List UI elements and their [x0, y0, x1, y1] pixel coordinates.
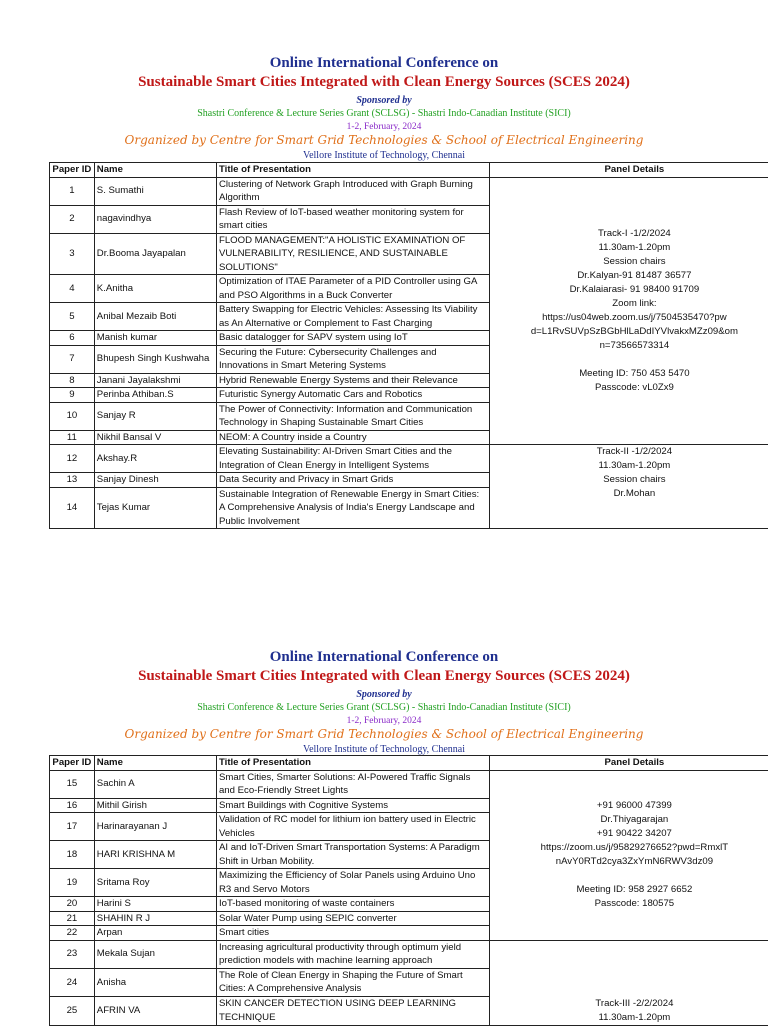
presentation-title-cell: The Role of Clean Energy in Shaping the Future of Smart Cities: A Comprehensive Analysis	[216, 968, 489, 996]
sponsored-label: Sponsored by	[0, 689, 768, 701]
author-name-cell: Anisha	[94, 968, 216, 996]
author-name-cell: Dr.Booma Jayapalan	[94, 233, 216, 275]
table-row	[50, 445, 768, 473]
paper-id-cell: 1	[50, 177, 95, 205]
author-name-cell: HARI KRISHNA M	[94, 841, 216, 869]
organizers-text: Organized by Centre for Smart Grid Technologies & School of Electrical Engineering	[0, 728, 768, 742]
paper-id-cell: 21	[50, 911, 95, 926]
presentation-title-cell: Increasing agricultural productivity through optimum yield prediction models with machine learning approach	[216, 940, 489, 968]
conference-subtitle: Sustainable Smart Cities Integrated with Clean Energy Sources (SCES 2024)	[0, 668, 768, 685]
presentation-title-cell: Securing the Future: Cybersecurity Challenges and Innovations in Smart Metering Systems	[216, 345, 489, 373]
venue-text: Vellore Institute of Technology, Chennai	[0, 150, 768, 162]
col-header-title: Title of Presentation	[216, 756, 489, 771]
venue-text: Vellore Institute of Technology, Chennai	[0, 744, 768, 756]
presentation-title-cell: Sustainable Integration of Renewable Energy in Smart Cities: A Comprehensive Analysis of India's Energy Landscape and Public Involvement	[216, 487, 489, 529]
presentation-title-cell: AI and IoT-Driven Smart Transportation Systems: A Paradigm Shift in Urban Mobility.	[216, 841, 489, 869]
presentation-title-cell: SKIN CANCER DETECTION USING DEEP LEARNING TECHNIQUE	[216, 997, 489, 1025]
presentation-title-cell: Smart cities	[216, 926, 489, 941]
panel-details-cell: Track-II -1/2/2024 11.30am-1.20pm Session chairs Dr.Mohan	[489, 445, 768, 529]
col-header-paper-id: Paper ID	[50, 163, 95, 178]
presentation-title-cell: Optimization of ITAE Parameter of a PID Controller using GA and PSO Algorithms in a Buck Converter	[216, 275, 489, 303]
col-header-name: Name	[94, 756, 216, 771]
presentation-title-cell: Solar Water Pump using SEPIC converter	[216, 911, 489, 926]
presentation-title-cell: Elevating Sustainability: AI-Driven Smart Cities and the Integration of Clean Energy in Intelligent Systems	[216, 445, 489, 473]
author-name-cell: Nikhil Bansal V	[94, 430, 216, 445]
presentation-title-cell: Basic datalogger for SAPV system using IoT	[216, 331, 489, 346]
author-name-cell: Perinba Athiban.S	[94, 388, 216, 403]
paper-id-cell: 5	[50, 303, 95, 331]
author-name-cell: Bhupesh Singh Kushwaha	[94, 345, 216, 373]
col-header-panel: Panel Details	[489, 163, 768, 178]
table-row	[50, 177, 768, 205]
page-1	[0, 55, 768, 162]
conference-header	[0, 55, 768, 162]
presentation-title-cell: Futuristic Synergy Automatic Cars and Robotics	[216, 388, 489, 403]
paper-id-cell: 24	[50, 968, 95, 996]
presentation-title-cell: Maximizing the Efficiency of Solar Panels using Arduino Uno R3 and Servo Motors	[216, 869, 489, 897]
presentation-title-cell: Validation of RC model for lithium ion battery used in Electric Vehicles	[216, 813, 489, 841]
author-name-cell: Sanjay R	[94, 402, 216, 430]
author-name-cell: Harini S	[94, 897, 216, 912]
author-name-cell: Sritama Roy	[94, 869, 216, 897]
author-name-cell: Manish kumar	[94, 331, 216, 346]
paper-id-cell: 20	[50, 897, 95, 912]
paper-id-cell: 19	[50, 869, 95, 897]
sponsors-text: Shastri Conference & Lecture Series Grant (SCLSG) - Shastri Indo-Canadian Institute (SICI)	[0, 108, 768, 120]
paper-id-cell: 13	[50, 473, 95, 488]
presentation-title-cell: Hybrid Renewable Energy Systems and their Relevance	[216, 373, 489, 388]
author-name-cell: Anibal Mezaib Boti	[94, 303, 216, 331]
panel-details-cell: Track-I -1/2/2024 11.30am-1.20pm Session chairs Dr.Kalyan-91 81487 36577 Dr.Kalaiarasi- 91 98400 91709 Zoom link: https://us04web.zoom.us/j/7504535470?pw d=L1RvSUVpSzBGbHlLaDdIYVlvakxMZz09&om n=73566573314 Meeting ID: 750 453 5470 Passcode: vL0Zx9	[489, 177, 768, 445]
presentation-title-cell: IoT-based monitoring of waste containers	[216, 897, 489, 912]
author-name-cell: Akshay.R	[94, 445, 216, 473]
author-name-cell: SHAHIN R J	[94, 911, 216, 926]
conference-subtitle: Sustainable Smart Cities Integrated with Clean Energy Sources (SCES 2024)	[0, 74, 768, 91]
col-header-name: Name	[94, 163, 216, 178]
conference-title: Online International Conference on	[0, 649, 768, 666]
panel-details-cell: +91 96000 47399 Dr.Thiyagarajan +91 90422 34207 https://zoom.us/j/95829276652?pwd=RmxlT nAvY0RTd2cya3ZxYmN6RWV3dz09 Meeting ID: 958 2927 6652 Passcode: 180575	[489, 770, 768, 940]
page-2	[0, 649, 768, 756]
author-name-cell: nagavindhya	[94, 205, 216, 233]
presentation-title-cell: Data Security and Privacy in Smart Grids	[216, 473, 489, 488]
col-header-paper-id: Paper ID	[50, 756, 95, 771]
schedule-table-2	[49, 755, 768, 1026]
conference-dates: 1-2, February, 2024	[0, 122, 768, 133]
author-name-cell: Sachin A	[94, 770, 216, 798]
author-name-cell: AFRIN VA	[94, 997, 216, 1025]
author-name-cell: Sanjay Dinesh	[94, 473, 216, 488]
author-name-cell: Tejas Kumar	[94, 487, 216, 529]
presentation-title-cell: FLOOD MANAGEMENT:"A HOLISTIC EXAMINATION OF VULNERABILITY, RESILIENCE, AND SUSTAINABLE SOLUTIONS"	[216, 233, 489, 275]
author-name-cell: K.Anitha	[94, 275, 216, 303]
paper-id-cell: 14	[50, 487, 95, 529]
table-header-row	[50, 756, 768, 771]
paper-id-cell: 22	[50, 926, 95, 941]
paper-id-cell: 17	[50, 813, 95, 841]
author-name-cell: S. Sumathi	[94, 177, 216, 205]
paper-id-cell: 12	[50, 445, 95, 473]
paper-id-cell: 3	[50, 233, 95, 275]
paper-id-cell: 23	[50, 940, 95, 968]
table-row	[50, 940, 768, 968]
paper-id-cell: 7	[50, 345, 95, 373]
sponsored-label: Sponsored by	[0, 95, 768, 107]
author-name-cell: Mekala Sujan	[94, 940, 216, 968]
table-header-row	[50, 163, 768, 178]
conference-title: Online International Conference on	[0, 55, 768, 72]
table-row	[50, 770, 768, 798]
paper-id-cell: 2	[50, 205, 95, 233]
author-name-cell: Janani Jayalakshmi	[94, 373, 216, 388]
paper-id-cell: 11	[50, 430, 95, 445]
paper-id-cell: 4	[50, 275, 95, 303]
paper-id-cell: 6	[50, 331, 95, 346]
paper-id-cell: 25	[50, 997, 95, 1025]
paper-id-cell: 8	[50, 373, 95, 388]
presentation-title-cell: Battery Swapping for Electric Vehicles: Assessing Its Viability as An Alternative or Complement to Fast Charging	[216, 303, 489, 331]
conference-header	[0, 649, 768, 756]
panel-details-cell: Track-III -2/2/2024 11.30am-1.20pm	[489, 940, 768, 1025]
col-header-title: Title of Presentation	[216, 163, 489, 178]
paper-id-cell: 16	[50, 798, 95, 813]
presentation-title-cell: Clustering of Network Graph Introduced with Graph Burning Algorithm	[216, 177, 489, 205]
presentation-title-cell: The Power of Connectivity: Information and Communication Technology in Shaping Sustainable Smart Cities	[216, 402, 489, 430]
paper-id-cell: 10	[50, 402, 95, 430]
organizers-text: Organized by Centre for Smart Grid Technologies & School of Electrical Engineering	[0, 134, 768, 148]
author-name-cell: Harinarayanan J	[94, 813, 216, 841]
paper-id-cell: 18	[50, 841, 95, 869]
schedule-table-1	[49, 162, 768, 529]
presentation-title-cell: Smart Cities, Smarter Solutions: AI-Powered Traffic Signals and Eco-Friendly Street Lights	[216, 770, 489, 798]
presentation-title-cell: Flash Review of IoT-based weather monitoring system for smart cities	[216, 205, 489, 233]
presentation-title-cell: NEOM: A Country inside a Country	[216, 430, 489, 445]
col-header-panel: Panel Details	[489, 756, 768, 771]
presentation-title-cell: Smart Buildings with Cognitive Systems	[216, 798, 489, 813]
author-name-cell: Mithil Girish	[94, 798, 216, 813]
conference-dates: 1-2, February, 2024	[0, 716, 768, 727]
paper-id-cell: 9	[50, 388, 95, 403]
author-name-cell: Arpan	[94, 926, 216, 941]
paper-id-cell: 15	[50, 770, 95, 798]
sponsors-text: Shastri Conference & Lecture Series Grant (SCLSG) - Shastri Indo-Canadian Institute (SICI)	[0, 702, 768, 714]
